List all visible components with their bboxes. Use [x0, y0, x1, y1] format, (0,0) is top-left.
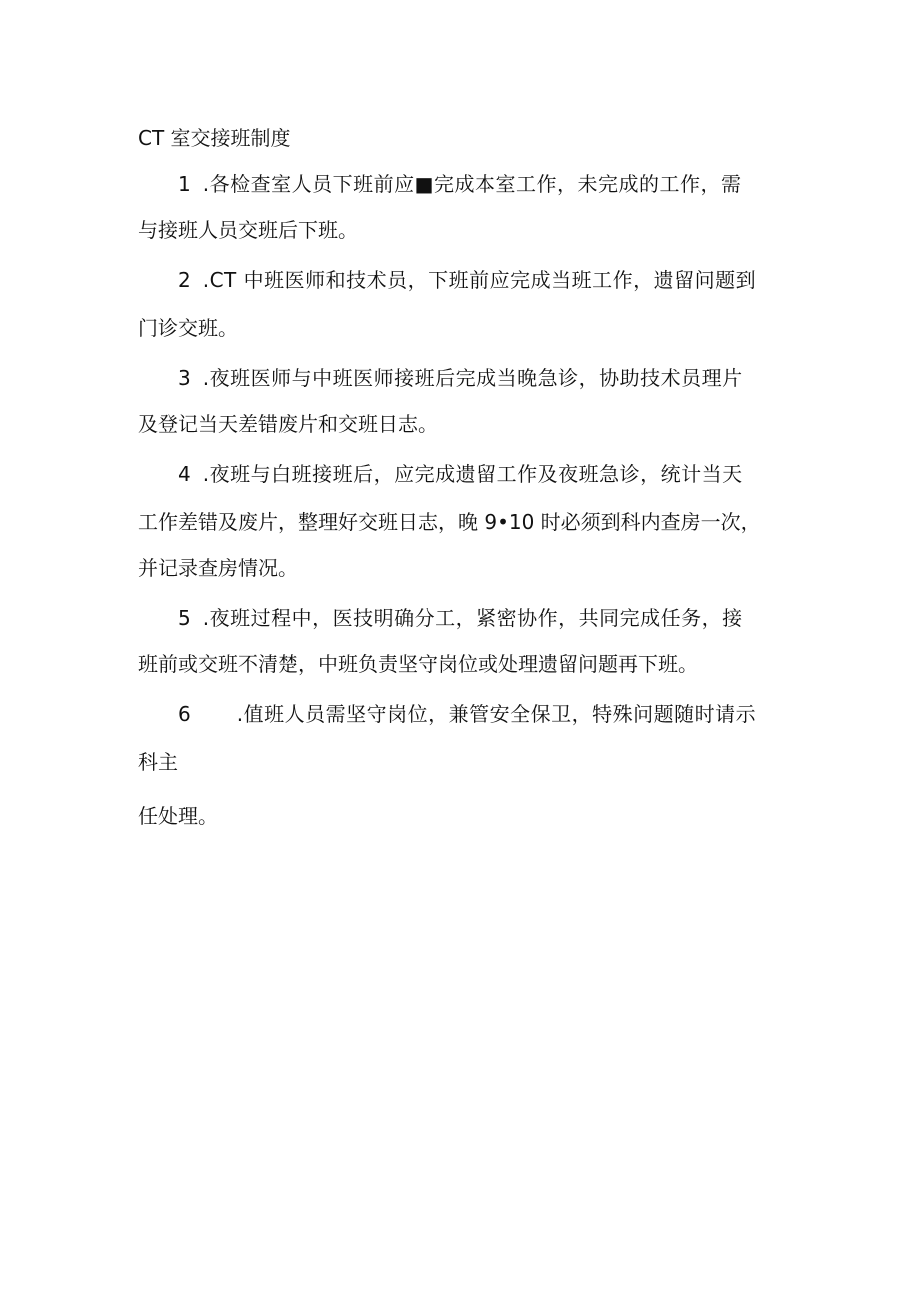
- item-4-text-line-2: 工作差错及废片，整理好交班日志，晚 9•10 时必须到科内查房一次，: [138, 510, 761, 534]
- item-3-text-line-1: .夜班医师与中班医师接班后完成当晚急诊，协助技术员理片: [202, 366, 743, 390]
- item-1-first-line: [178, 170, 742, 198]
- item-3-first-line: [178, 364, 743, 392]
- item-6-number: 6: [178, 702, 191, 726]
- item-1-number: 1: [178, 172, 191, 196]
- item-6-first-line: [178, 700, 756, 728]
- item-3-number: 3: [178, 366, 191, 390]
- item-3-text-line-2: 及登记当天差错废片和交班日志。: [138, 412, 438, 436]
- item-4-number: 4: [178, 462, 191, 486]
- item-5-first-line: [178, 604, 743, 632]
- item-4-first-line: [178, 460, 743, 488]
- item-6-text-line-3: 任处理。: [138, 804, 218, 828]
- item-1-text-line-2: 与接班人员交班后下班。: [138, 218, 358, 242]
- item-2-text-line-1: .CT 中班医师和技术员，下班前应完成当班工作，遗留问题到: [202, 268, 757, 292]
- item-2-first-line: [178, 266, 756, 294]
- item-5-text-line-1: .夜班过程中，医技明确分工，紧密协作，共同完成任务，接: [202, 606, 743, 630]
- document-title: CT 室交接班制度: [138, 126, 291, 150]
- item-5-number: 5: [178, 606, 191, 630]
- item-2-text-line-2: 门诊交班。: [138, 316, 238, 340]
- item-5-text-line-2: 班前或交班不清楚，中班负责坚守岗位或处理遗留问题再下班。: [138, 652, 698, 676]
- item-6-text-line-2: 科主: [138, 750, 178, 774]
- item-4-text-line-1: .夜班与白班接班后，应完成遗留工作及夜班急诊，统计当天: [202, 462, 743, 486]
- item-2-number: 2: [178, 268, 191, 292]
- item-6-text-line-1: .值班人员需坚守岗位，兼管安全保卫，特殊问题随时请示: [236, 702, 757, 726]
- item-1-text-line-1: .各检查室人员下班前应■完成本室工作，未完成的工作，需: [202, 172, 742, 196]
- item-4-text-line-3: 并记录查房情况。: [138, 556, 298, 580]
